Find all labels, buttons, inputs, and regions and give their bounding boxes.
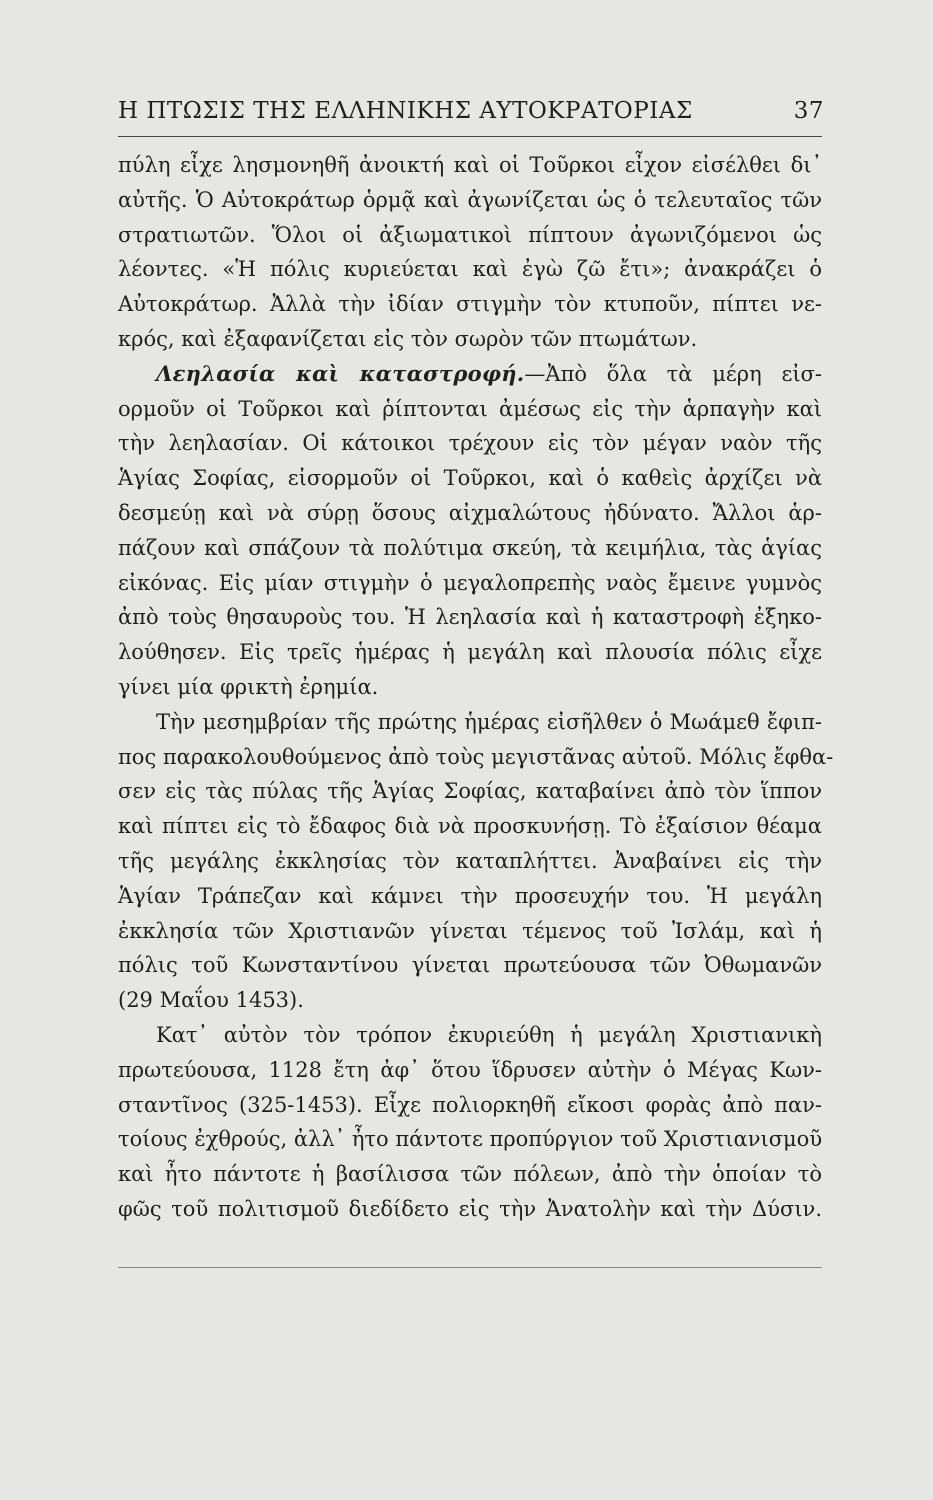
- text-line: αὐτῆς. Ὁ Αὐτοκράτωρ ὁρμᾷ καὶ ἀγωνίζεται ὡς ὁ τελευταῖος τῶν: [118, 187, 822, 212]
- text-line: (29 Μαΐου 1453).: [118, 988, 304, 1013]
- page-number: 37: [793, 98, 824, 124]
- bottom-rule: [118, 1267, 822, 1268]
- text-line: κρός, καὶ ἐξαφανίζεται εἰς τὸν σωρὸν τῶν πτωμάτων.: [118, 326, 698, 351]
- text-line: φῶς τοῦ πολιτισμοῦ διεδίδετο εἰς τὴν Ἀνατολὴν καὶ τὴν Δύσιν.: [118, 1196, 822, 1221]
- text-line: γίνει μία φρικτὴ ἐρημία.: [118, 674, 379, 699]
- text-line: Κατ᾽ αὐτὸν τὸν τρόπον ἐκυριεύθη ἡ μεγάλη Χριστιανικὴ: [156, 1022, 822, 1047]
- text-line: πος παρακολουθούμενος ἀπὸ τοὺς μεγιστᾶνας αὐτοῦ. Μόλις ἔφθα-: [118, 744, 834, 769]
- running-head: [118, 98, 824, 124]
- text-line: Ἁγίας Σοφίας, εἰσορμοῦν οἱ Τοῦρκοι, καὶ ὁ καθεὶς ἀρχίζει νὰ: [118, 466, 822, 491]
- text-line: τὴν λεηλασίαν. Οἱ κάτοικοι τρέχουν εἰς τὸν μέγαν ναὸν τῆς: [118, 431, 822, 456]
- text-line: Τὴν μεσημβρίαν τῆς πρώτης ἡμέρας εἰσῆλθεν ὁ Μωάμεθ ἔφιπ-: [156, 709, 822, 734]
- text-line: λούθησεν. Εἰς τρεῖς ἡμέρας ἡ μεγάλη καὶ πλουσία πόλις εἶχε: [118, 640, 822, 665]
- text-line: τοίους ἐχθρούς, ἀλλ᾽ ἦτο πάντοτε προπύργιον τοῦ Χριστιανισμοῦ: [118, 1127, 823, 1152]
- text-line: Ἁγίαν Τράπεζαν καὶ κάμνει τὴν προσευχήν του. Ἡ μεγάλη: [118, 883, 822, 908]
- text-line: καὶ πίπτει εἰς τὸ ἔδαφος διὰ νὰ προσκυνήσῃ. Τὸ ἐξαίσιον θέαμα: [118, 814, 822, 839]
- running-head-title: Η ΠΤΩΣΙΣ ΤΗΣ ΕΛΛΗΝΙΚΗΣ ΑΥΤΟΚΡΑΤΟΡΙΑΣ: [118, 98, 693, 124]
- text-line: τῆς μεγάλης ἐκκλησίας τὸν καταπλήττει. Ἀναβαίνει εἰς τὴν: [118, 848, 822, 873]
- text-line: λέοντες. «Ἡ πόλις κυριεύεται καὶ ἐγὼ ζῶ ἔτι»; ἀνακράζει ὁ: [118, 257, 822, 282]
- text-line: πόλις τοῦ Κωνσταντίνου γίνεται πρωτεύουσα τῶν Ὀθωμανῶν: [118, 953, 822, 978]
- text-line: Αὐτοκράτωρ. Ἀλλὰ τὴν ἰδίαν στιγμὴν τὸν κτυποῦν, πίπτει νε-: [118, 292, 822, 317]
- text-line: πύλη εἶχε λησμονηθῆ ἀνοικτή καὶ οἱ Τοῦρκοι εἶχον εἰσέλθει δι᾽: [118, 153, 822, 177]
- text-line: δεσμεύῃ καὶ νὰ σύρῃ ὅσους αἰχμαλώτους ἠδύνατο. Ἄλλοι ἁρ-: [118, 500, 822, 525]
- text-line: ορμοῦν οἱ Τοῦρκοι καὶ ῥίπτονται ἀμέσως εἰς τὴν ἁρπαγὴν καὶ: [118, 396, 822, 421]
- section-heading: Λεηλασία καὶ καταστροφή.: [156, 360, 525, 386]
- header-rule: [118, 136, 822, 137]
- section-heading-line: [118, 357, 822, 392]
- text-line: στρατιωτῶν. Ὅλοι οἱ ἀξιωματικοὶ πίπτουν ἀγωνιζόμενοι ὡς: [118, 222, 822, 247]
- text-line: σταντῖνος (325-1453). Εἶχε πολιορκηθῆ εἴκοσι φορὰς ἀπὸ παν-: [118, 1092, 822, 1117]
- text-line: εἰκόνας. Εἰς μίαν στιγμὴν ὁ μεγαλοπρεπὴς ναὸς ἔμεινε γυμνὸς: [118, 570, 822, 595]
- section-heading-continuation: —Ἀπὸ ὅλα τὰ μέρη εἰσ-: [524, 361, 822, 386]
- text-line: πάζουν καὶ σπάζουν τὰ πολύτιμα σκεύη, τὰ κειμήλια, τὰς ἁγίας: [118, 535, 822, 560]
- text-line: καὶ ἦτο πάντοτε ἡ βασίλισσα τῶν πόλεων, ἀπὸ τὴν ὁποίαν τὸ: [118, 1162, 822, 1187]
- text-line: ἀπὸ τοὺς θησαυροὺς του. Ἡ λεηλασία καὶ ἡ καταστροφὴ ἐξηκο-: [118, 605, 822, 630]
- text-line: σεν εἰς τὰς πύλας τῆς Ἁγίας Σοφίας, καταβαίνει ἀπὸ τὸν ἵππον: [118, 779, 822, 804]
- text-line: πρωτεύουσα, 1128 ἔτη ἀφ᾽ ὅτου ἵδρυσεν αὐτὴν ὁ Μέγας Κων-: [118, 1057, 822, 1082]
- body-text: [118, 148, 834, 1227]
- text-line: ἐκκλησία τῶν Χριστιανῶν γίνεται τέμενος τοῦ Ἰσλάμ, καὶ ἡ: [118, 918, 822, 943]
